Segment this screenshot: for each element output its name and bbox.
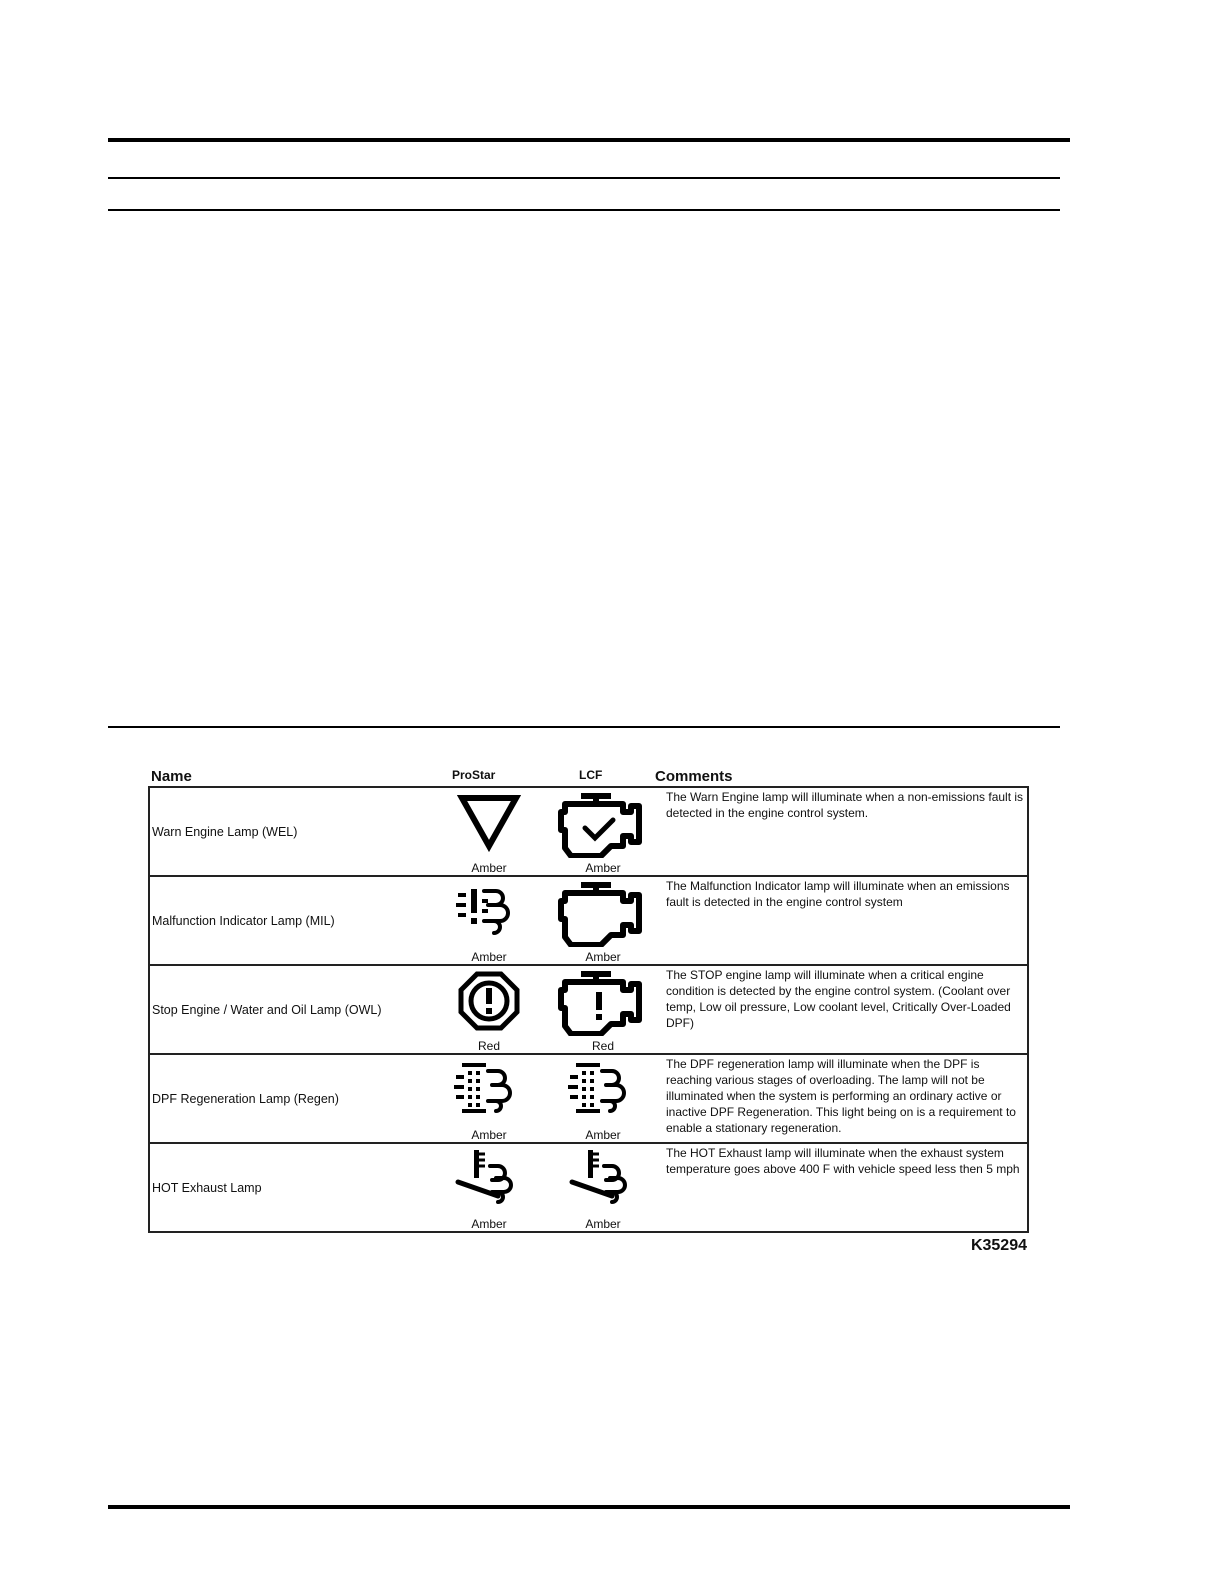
prostar-color: Amber	[471, 861, 507, 875]
lcf-color: Amber	[585, 950, 621, 964]
engine-exclamation-icon	[557, 970, 649, 1036]
lamp-name: HOT Exhaust Lamp	[149, 1143, 432, 1232]
top-rule	[108, 138, 1070, 142]
stop-octagon-exclamation-icon	[457, 970, 521, 1032]
lamp-comment: The DPF regeneration lamp will illuminate when the DPF is reaching various stages of overloading. The lamp will not be illuminated when the system is performing an ordinary active or inactive DPF Regeneration. This light being on is a requirement to enable a stationary regeneration.	[660, 1054, 1028, 1143]
prostar-color: Amber	[471, 950, 507, 964]
prostar-cell	[432, 1143, 546, 1232]
lamp-comment: The HOT Exhaust lamp will illuminate when the exhaust system temperature goes above 400 F with vehicle speed less then 5 mph	[660, 1143, 1028, 1232]
table-row	[149, 787, 1028, 876]
prostar-cell	[432, 876, 546, 965]
lamp-name: Warn Engine Lamp (WEL)	[149, 787, 432, 876]
header-prostar: ProStar	[452, 768, 496, 782]
warning-triangle-icon	[457, 792, 521, 852]
lcf-cell	[546, 876, 660, 965]
table-row	[149, 1143, 1028, 1232]
engine-check-icon	[557, 792, 649, 858]
exhaust-exclamation-icon	[454, 881, 524, 941]
prostar-cell	[432, 965, 546, 1054]
header-name: Name	[151, 768, 192, 785]
lcf-color: Red	[591, 1039, 614, 1053]
engine-outline-icon	[557, 881, 649, 947]
section-rule	[108, 726, 1060, 728]
lcf-color: Amber	[585, 1217, 621, 1231]
lamp-comment: The Warn Engine lamp will illuminate when a non-emissions fault is detected in the engine control system.	[660, 787, 1028, 876]
table-row	[149, 1054, 1028, 1143]
prostar-cell	[432, 1054, 546, 1143]
lamp-name: DPF Regeneration Lamp (Regen)	[149, 1054, 432, 1143]
header-rule-1	[108, 177, 1060, 179]
lcf-color: Amber	[585, 1128, 621, 1142]
lcf-cell	[546, 1054, 660, 1143]
lamp-name: Malfunction Indicator Lamp (MIL)	[149, 876, 432, 965]
warning-lamps-figure	[148, 766, 1028, 1255]
table-row	[149, 965, 1028, 1054]
header-comments: Comments	[655, 768, 733, 785]
lcf-cell	[546, 787, 660, 876]
prostar-color: Amber	[471, 1217, 507, 1231]
prostar-color: Amber	[471, 1128, 507, 1142]
bottom-rule	[108, 1505, 1070, 1509]
hot-exhaust-icon	[454, 1148, 524, 1208]
lcf-cell	[546, 1143, 660, 1232]
header-rule-2	[108, 209, 1060, 211]
lcf-color: Amber	[585, 861, 621, 875]
figure-id: K35294	[970, 1237, 1027, 1254]
prostar-cell	[432, 787, 546, 876]
lamps-table	[148, 786, 1029, 1233]
lcf-cell	[546, 965, 660, 1054]
header-lcf: LCF	[579, 768, 603, 782]
lamp-comment: The STOP engine lamp will illuminate when a critical engine condition is detected by the engine control system. (Coolant over temp, Low oil pressure, Low coolant level, Critically Over-Loaded DPF)	[660, 965, 1028, 1054]
hot-exhaust-icon	[568, 1148, 638, 1208]
dpf-regen-icon	[568, 1059, 638, 1119]
dpf-regen-icon	[454, 1059, 524, 1119]
lamp-name: Stop Engine / Water and Oil Lamp (OWL)	[149, 965, 432, 1054]
figure-header	[148, 766, 1028, 786]
lamp-comment: The Malfunction Indicator lamp will illuminate when an emissions fault is detected in the engine control system	[660, 876, 1028, 965]
table-row	[149, 876, 1028, 965]
prostar-color: Red	[477, 1039, 500, 1053]
